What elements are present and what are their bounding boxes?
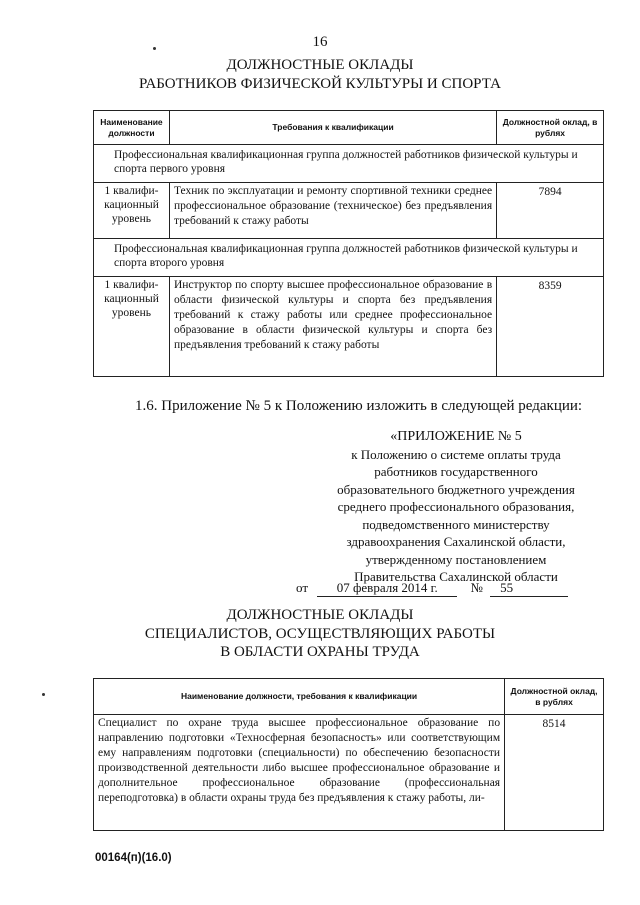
qualification-level: 1 квалифи-кационный уровень <box>94 277 170 377</box>
title-line: В ОБЛАСТИ ОХРАНЫ ТРУДА <box>220 644 420 660</box>
appendix-line: к Положению о системе оплаты труда <box>351 446 561 462</box>
title-line: ДОЛЖНОСТНЫЕ ОКЛАДЫ <box>226 607 414 623</box>
header-salary: Должностной оклад, в рублях <box>497 111 604 145</box>
header-position-requirements: Наименование должности, требования к квалификации <box>94 679 505 715</box>
title-line: РАБОТНИКОВ ФИЗИЧЕСКОЙ КУЛЬТУРЫ И СПОРТА <box>139 76 501 92</box>
section-title-sports <box>0 56 640 94</box>
group-title: Профессиональная квалификационная группа должностей работников физической культуры и спорта второго уровня <box>94 239 604 277</box>
appendix-date: 07 февраля 2014 г. <box>317 580 457 597</box>
requirements-cell: Специалист по охране труда высшее профессиональное образование по направлению подготовки «Техносферная безопасность» или соответствующим ему направлениям подготовки (специальности) по обеспечению безопасности производственной деятельности либо высшее профессиональное образование и дополнительное профессиональное образование (профессиональная переподготовка) в области охраны труда без предъявления к стажу работы, ли- <box>94 715 505 831</box>
appendix-line: подведомственного министерству <box>362 516 550 532</box>
appendix-line: утвержденному постановлением <box>365 551 547 567</box>
header-requirements: Требования к квалификации <box>169 111 496 145</box>
salary-cell: 8514 <box>505 715 604 831</box>
appendix-heading <box>296 428 616 586</box>
title-line: ДОЛЖНОСТНЫЕ ОКЛАДЫ <box>226 57 414 73</box>
appendix-line: Правительства Сахалинской области <box>354 569 558 584</box>
amendment-paragraph: 1.6. Приложение № 5 к Положению изложить в следующей редакции: <box>135 398 583 414</box>
number-label: № <box>470 580 483 595</box>
salary-cell: 7894 <box>497 183 604 239</box>
appendix-number: 55 <box>490 580 568 597</box>
qualification-level: 1 квалифи-кационный уровень <box>94 183 170 239</box>
salary-cell: 8359 <box>497 277 604 377</box>
document-code: 00164(п)(16.0) <box>95 852 172 864</box>
title-line: СПЕЦИАЛИСТОВ, ОСУЩЕСТВЛЯЮЩИХ РАБОТЫ <box>144 625 496 642</box>
appendix-line: образовательного бюджетного учреждения <box>337 481 575 497</box>
sports-salary-table <box>93 110 604 377</box>
labor-safety-salary-table <box>93 678 604 831</box>
header-position-name: Наименование должности <box>94 111 170 145</box>
section-title-labor-safety <box>0 606 640 662</box>
group-title: Профессиональная квалификационная группа должностей работников физической культуры и спорта первого уровня <box>94 145 604 183</box>
header-salary: Должностной оклад, в рублях <box>505 679 604 715</box>
appendix-line: работников государственного <box>374 464 538 479</box>
scan-speck <box>42 693 45 696</box>
page-number: 16 <box>312 34 328 50</box>
appendix-date-line <box>296 580 616 597</box>
requirements-cell: Инструктор по спорту высшее профессиональное образование в области физической культуры и спорта без предъявления требований к стажу работы или среднее профессиональное образование в области физической культуры и спорта без предъявления требований к стажу работы <box>169 277 496 377</box>
appendix-line: среднего профессионального образования, <box>337 499 575 514</box>
appendix-line: «ПРИЛОЖЕНИЕ № 5 <box>390 429 522 444</box>
requirements-cell: Техник по эксплуатации и ремонту спортивной техники среднее профессиональное образование (техническое) без предъявления требований к стажу работы <box>169 183 496 239</box>
appendix-line: здравоохранения Сахалинской области, <box>346 534 566 549</box>
from-label: от <box>296 580 309 595</box>
